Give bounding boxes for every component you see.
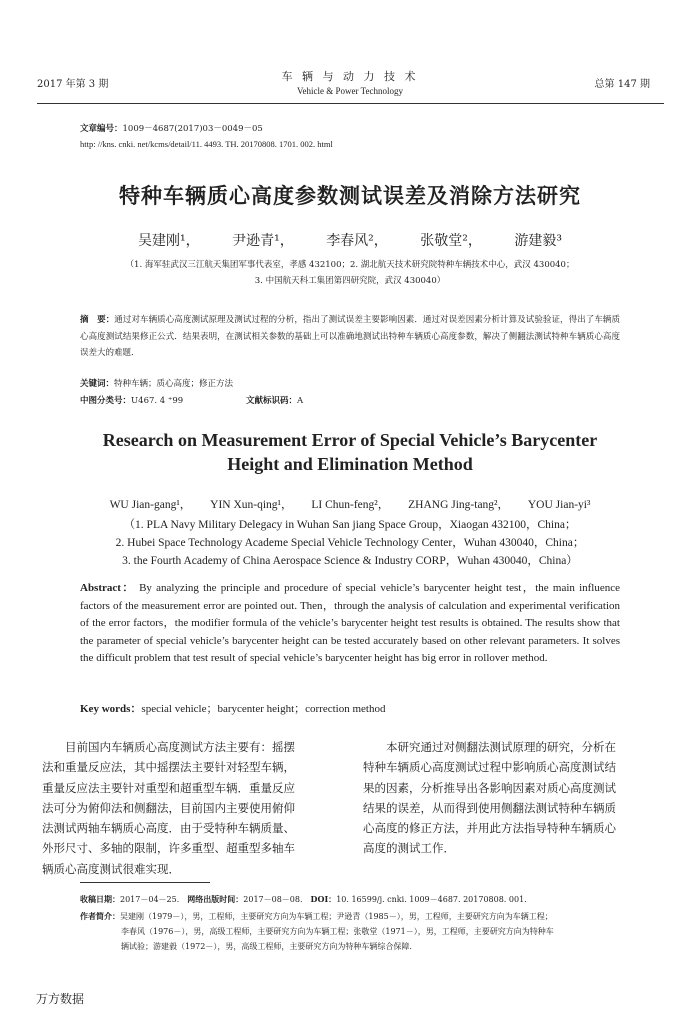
affiliation-cn-line: （1. 海军驻武汉三江航天集团军事代表室，孝感 432100；2. 湖北航天技术研究院特种车辆技术中心，武汉 430040； bbox=[125, 260, 575, 270]
author-cn: 尹逊青¹， bbox=[232, 233, 294, 249]
header-divider bbox=[37, 103, 664, 104]
bio-line: 辆试验；游建毅（1972－），男，高级工程师，主要研究方向为特种车辆综合保障. bbox=[121, 942, 412, 951]
header-journal-cn: 车 辆 与 动 力 技 术 bbox=[281, 70, 419, 83]
abstract-en-text: By analyzing the principle and procedure of special vehicle’s barycenter height test，the main influence factors of the measurement error are pointed out. Then，through the analysis of calculation and experimental verification of the error factors，the modifier formula of the vehicle’s barycenter height test results is obtained. The results show that the parameter of special vehicle’s barycenter height can be tested accurately based on other relevant parameters. It solves the difficult problem that test result of special vehicle’s barycenter height has big error in rollover method. bbox=[80, 582, 621, 664]
classification bbox=[80, 394, 303, 406]
affiliation-cn-line: 3. 中国航天科工集团第四研究院，武汉 430040） bbox=[254, 276, 446, 286]
bio-line: 吴建刚（1979－），男，工程师，主要研究方向为车辆工程；尹逊青（1985－），男，工程师，主要研究方向为车辆工程； bbox=[120, 912, 553, 921]
article-number-label: 文章编号： bbox=[80, 124, 123, 134]
body-line: 结果的误差，从而得到使用侧翻法测试特种车辆质 bbox=[363, 800, 616, 815]
title-en bbox=[0, 428, 700, 476]
author-cn: 吴建刚¹， bbox=[138, 233, 200, 249]
clc-label: 中图分类号： bbox=[80, 396, 132, 406]
title-en-line: Height and Elimination Method bbox=[227, 454, 473, 474]
keywords-en-label: Key words： bbox=[80, 703, 142, 715]
author-en: ZHANG Jing-tang²， bbox=[408, 499, 509, 511]
affiliation-en-line: （1. PLA Navy Military Delegacy in Wuhan San jiang Space Group，Xiaogan 432100，China； bbox=[123, 519, 577, 531]
keywords-en bbox=[80, 700, 385, 716]
header-issue: 2017 年第 3 期 bbox=[37, 79, 109, 90]
author-cn: 张敬堂²， bbox=[420, 233, 482, 249]
published-label: 网络出版时间： bbox=[187, 894, 244, 904]
bio-label: 作者简介： bbox=[80, 911, 120, 921]
doc-code-value: A bbox=[296, 396, 304, 406]
footnote-author-bio bbox=[80, 909, 660, 954]
body-line: 法测试两轴车辆质心高度．由于受特种车辆质量、 bbox=[42, 821, 295, 836]
body-line: 外形尺寸、多轴的限制，许多重型、超重型多轴车 bbox=[42, 841, 295, 856]
doc-code-label: 文献标识码： bbox=[245, 396, 297, 406]
body-line: 法和重量反应法，其中摇摆法主要针对轻型车辆， bbox=[42, 760, 295, 775]
keywords-cn bbox=[80, 377, 233, 389]
keywords-en-text: special vehicle；barycenter height；correction method bbox=[141, 703, 386, 715]
body-line: 心高度的修正方法，并用此方法指导特种车辆质心 bbox=[363, 821, 616, 836]
bio-line: 李春风（1976－），男，高级工程师，主要研究方向为车辆工程；张敬堂（1971－），男，工程师，主要研究方向为特种车 bbox=[121, 927, 554, 936]
header-total-issue: 总第 147 期 bbox=[594, 79, 650, 90]
keywords-cn-text: 特种车辆；质心高度；修正方法 bbox=[114, 379, 234, 389]
author-cn: 李春风²， bbox=[326, 233, 388, 249]
article-number-value: 1009－4687(2017)03－0049－05 bbox=[122, 124, 263, 134]
authors-en bbox=[0, 496, 700, 512]
title-cn: 特种车辆质心高度参数测试误差及消除方法研究 bbox=[119, 184, 581, 208]
abstract-cn-label: 摘 要： bbox=[80, 315, 115, 325]
abstract-en-label: Abstract： bbox=[80, 582, 135, 594]
header-journal-en: Vehicle & Power Technology bbox=[297, 86, 403, 96]
doi-value: 10. 16599/j. cnki. 1009－4687. 20170808. 001. bbox=[336, 895, 527, 904]
article-number bbox=[80, 122, 263, 134]
title-en-line: Research on Measurement Error of Special Vehicle’s Barycenter bbox=[102, 430, 598, 450]
authors-cn bbox=[0, 230, 700, 250]
abstract-cn-text: 通过对车辆质心高度测试原理及测试过程的分析，指出了测试误差主要影响因素．通过对误差因素分析计算及试验验证，得出了车辆质心高度测试结果修正公式．结果表明，在测试相关参数的基础上可以准确地测试出特种车辆质心高度参数，解决了侧翻法测试特种车辆质心高度误差大的难题． bbox=[80, 315, 620, 358]
body-right-column bbox=[363, 737, 659, 859]
affiliation-en-line: 2. Hubei Space Technology Academe Special Vehicle Technology Center，Wuhan 430040，China； bbox=[115, 537, 585, 549]
received-label: 收稿日期： bbox=[80, 894, 120, 904]
author-cn: 游建毅³ bbox=[514, 233, 562, 249]
body-line: 高度的测试工作． bbox=[363, 841, 455, 856]
doi-label: DOI： bbox=[310, 894, 337, 904]
author-en: LI Chun-feng²， bbox=[311, 499, 390, 511]
watermark: 万方数据 bbox=[36, 992, 85, 1006]
article-url[interactable]: http: //kns. cnki. net/kcms/detail/11. 4493. TH. 20170808. 1701. 002. html bbox=[80, 139, 333, 149]
body-line: 辆质心高度测试很难实现． bbox=[42, 861, 180, 876]
clc-value: U467. 4 ⁺99 bbox=[131, 396, 184, 406]
abstract-en bbox=[80, 580, 620, 668]
body-line: 重量反应法主要针对重型和超重型车辆．重量反应 bbox=[42, 780, 295, 795]
footnote-divider bbox=[80, 882, 210, 883]
body-line: 本研究通过对侧翻法测试原理的研究，分析在 bbox=[363, 740, 616, 754]
body-line: 目前国内车辆质心高度测试方法主要有：摇摆 bbox=[42, 740, 295, 754]
abstract-cn bbox=[80, 312, 620, 362]
footnote-dates bbox=[80, 894, 527, 905]
published-date: 2017－08－08． bbox=[243, 895, 308, 904]
received-date: 2017－04－25． bbox=[120, 895, 185, 904]
author-en: YIN Xun-qing¹， bbox=[210, 499, 293, 511]
body-left-column bbox=[42, 737, 335, 879]
author-en: WU Jian-gang¹， bbox=[109, 499, 192, 511]
body-line: 果的因素，分析推导出各影响因素对质心高度测试 bbox=[363, 780, 616, 795]
keywords-cn-label: 关键词： bbox=[80, 379, 115, 389]
body-line: 法可分为俯仰法和侧翻法，目前国内主要使用俯仰 bbox=[42, 800, 295, 815]
body-line: 特种车辆质心高度测试过程中影响质心高度测试结 bbox=[363, 760, 616, 775]
author-en: YOU Jian-yi³ bbox=[527, 499, 591, 511]
affiliation-en-line: 3. the Fourth Academy of China Aerospace Science & Industry CORP，Wuhan 430040，China） bbox=[122, 555, 578, 567]
